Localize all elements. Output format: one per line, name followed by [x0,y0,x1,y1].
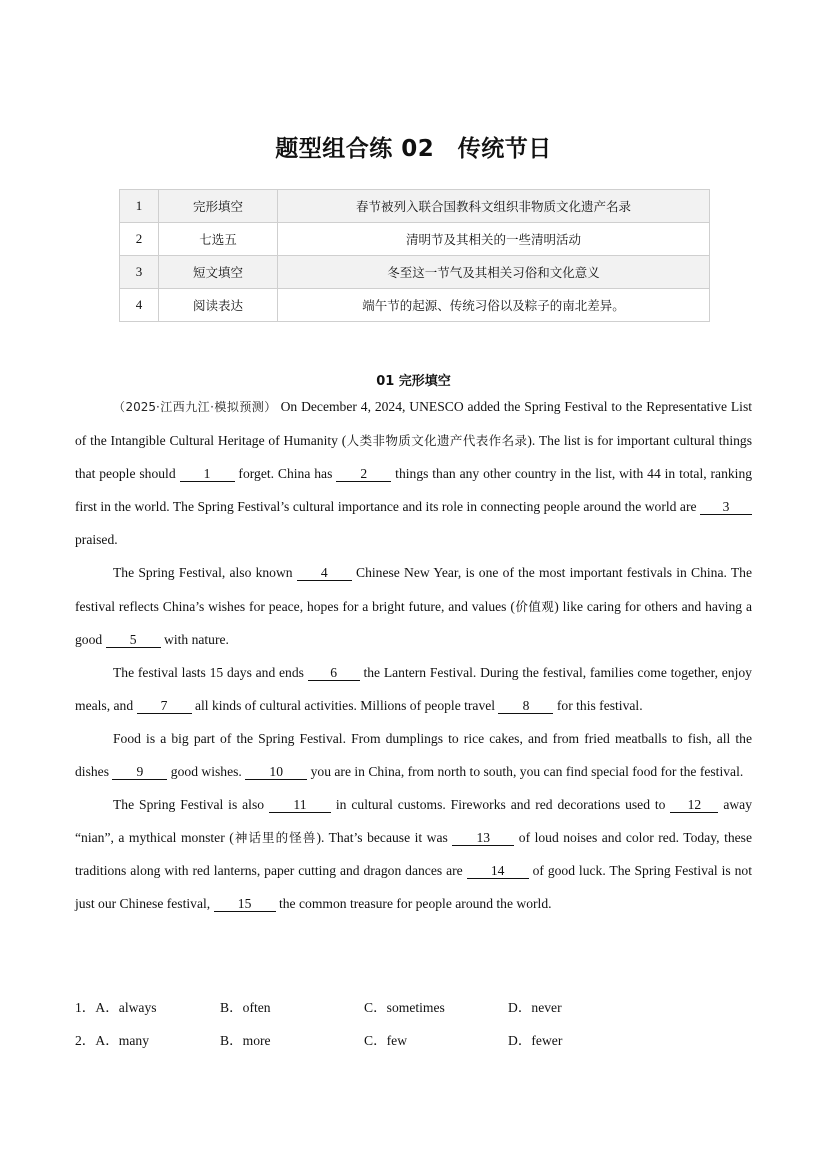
blank-5: 5 [106,632,161,648]
page-title: 题型组合练 02 传统节日 [275,136,552,162]
source-label: （2025·江西九江·模拟预测） [113,400,277,414]
option-c[interactable]: C．few [364,1033,408,1048]
table-row [120,289,710,322]
blank-14: 14 [467,863,529,879]
row-number: 4 [120,289,159,322]
blank-11: 11 [269,797,331,813]
cloze-passage [75,390,752,921]
blank-9: 9 [112,764,167,780]
row-number: 1 [120,190,159,223]
blank-1: 1 [180,466,235,482]
topic-cell: 冬至这一节气及其相关习俗和文化意义 [278,256,710,289]
paragraph: The festival lasts 15 days and ends 6 the Lantern Festival. During the festival, families come together, enjoy meals, and 7 all kinds of cultural activities. Millions of people travel 8 for this festival. [75,664,752,713]
blank-13: 13 [452,830,514,846]
table-row [120,223,710,256]
option-b[interactable]: B．more [220,1033,271,1048]
table-row [120,256,710,289]
table-row [120,190,710,223]
blank-2: 2 [336,466,391,482]
blank-4: 4 [297,565,352,581]
blank-8: 8 [498,698,553,714]
paragraph: The Spring Festival, also known 4 Chinese New Year, is one of the most important festivals in China. The festival reflects China’s wishes for peace, hopes for a bright future, and values (价值观) like caring for others and having a good 5 with nature. [75,565,752,647]
option-b[interactable]: B．often [220,1000,271,1015]
option-a[interactable]: 1．A．always [75,1000,157,1015]
overview-table [119,189,710,322]
blank-3: 3 [700,499,752,515]
topic-cell: 清明节及其相关的一些清明活动 [278,223,710,256]
row-number: 3 [120,256,159,289]
question-options [75,1029,752,1049]
option-a[interactable]: 2．A．many [75,1033,150,1048]
question-type: 阅读表达 [159,289,278,322]
topic-cell: 春节被列入联合国教科文组织非物质文化遗产名录 [278,190,710,223]
question-type: 完形填空 [159,190,278,223]
row-number: 2 [120,223,159,256]
blank-15: 15 [214,896,276,912]
section-heading: 01 完形填空 [376,374,451,389]
blank-10: 10 [245,764,307,780]
option-d[interactable]: D．fewer [508,1033,563,1048]
question-type: 七选五 [159,223,278,256]
option-d[interactable]: D．never [508,1000,562,1015]
paragraph: Food is a big part of the Spring Festival. From dumplings to rice cakes, and from fried meatballs to fish, all the dishes 9 good wishes. 10 you are in China, from north to south, you can find special food for the festival. [75,730,752,780]
question-options [75,996,752,1016]
paragraph: （2025·江西九江·模拟预测） On December 4, 2024, UNESCO added the Spring Festival to the Representative List of the Intangible Cultural Heritage of Humanity (人类非物质文化遗产代表作名录). The list is for important cultural things that people should 1 forget. China has 2 things than any other country in the list, with 44 in total, ranking first in the world. The Spring Festival’s cultural importance and its role in connecting people around the world are 3 praised. [75,399,753,548]
option-c[interactable]: C．sometimes [364,1000,445,1015]
blank-12: 12 [670,797,718,813]
blank-6: 6 [308,665,360,681]
blank-7: 7 [137,698,192,714]
paragraph: The Spring Festival is also 11 in cultural customs. Fireworks and red decorations used to 12 away “nian”, a mythical monster (神话里的怪兽). That’s because it was 13 of loud noises and color red. Today, these traditions along with red lanterns, paper cutting and dragon dances are 14 of good luck. The Spring Festival is not just our Chinese festival, 15 the common treasure for people around the world. [75,797,753,912]
question-type: 短文填空 [159,256,278,289]
topic-cell: 端午节的起源、传统习俗以及粽子的南北差异。 [278,289,710,322]
